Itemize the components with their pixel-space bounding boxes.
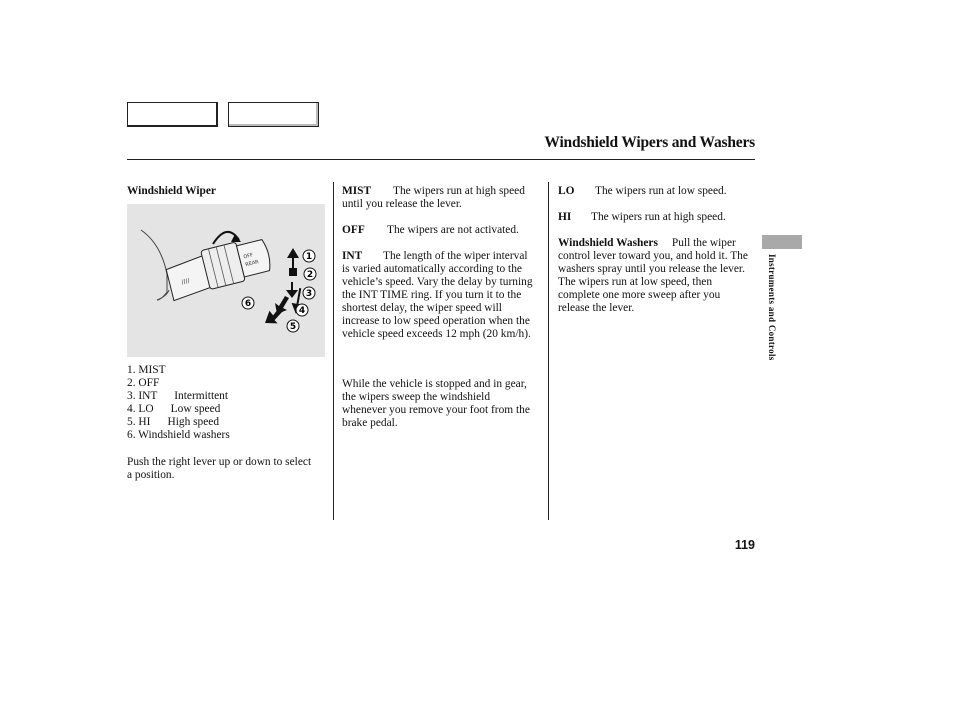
- mist-text: The wipers run at high speed until you release the lever.: [342, 185, 525, 210]
- int-text: The length of the wiper interval is varied automatically according to the vehicle’s speed. Vary the delay by turning the INT TIME ring. If you turn it to the shortest delay, the wiper speed will increase to low speed operation when the vehicle speed exceeds 12 mph (20 km/h).: [342, 250, 533, 340]
- title-rule: [127, 159, 755, 160]
- stopped-note: While the vehicle is stopped and in gear, the wipers sweep the windshield whenever you remove your foot from the brake pedal.: [342, 378, 530, 429]
- int-term: INT: [342, 250, 363, 262]
- position-item: 3. INT Intermittent: [127, 390, 229, 402]
- position-item: 6. Windshield washers: [127, 429, 230, 441]
- position-list: [127, 364, 327, 442]
- callout-label: 1: [305, 252, 313, 262]
- position-item: 4. LO Low speed: [127, 403, 221, 415]
- lo-term: LO: [558, 185, 575, 197]
- nav-button-next[interactable]: [228, 102, 319, 127]
- washers-term: Windshield Washers: [558, 237, 658, 249]
- page-number: 119: [734, 538, 755, 552]
- column-divider: [333, 182, 334, 520]
- hi-term: HI: [558, 211, 572, 223]
- off-text: The wipers are not activated.: [387, 224, 519, 236]
- callout-label: 6: [244, 299, 252, 309]
- off-term: OFF: [342, 224, 365, 236]
- off-definition: [342, 224, 547, 237]
- washers-definition: [558, 237, 748, 315]
- callout-label: 2: [306, 270, 314, 280]
- position-item: 1. MIST: [127, 364, 166, 376]
- column-divider: [548, 182, 549, 520]
- wiper-lever-illustration: [127, 204, 325, 357]
- callout-label: 3: [305, 289, 313, 299]
- callout-label: 4: [298, 306, 306, 316]
- lo-text: The wipers run at low speed.: [595, 185, 727, 197]
- svg-text:////: ////: [181, 277, 191, 287]
- washers-text-lead: Pull the wiper control lever toward you, and hold it. The washers spray until you release the lever. The wipers run at low speed, then complete one more sweep after you release the lever.: [558, 237, 748, 314]
- section-tab-label: Instruments and Controls: [767, 254, 777, 361]
- instruction-text: Push the right lever up or down to select a position.: [127, 456, 312, 481]
- position-item: 5. HI High speed: [127, 416, 220, 428]
- page-title: Windshield Wipers and Washers: [544, 134, 755, 151]
- position-item: 2. OFF: [127, 377, 160, 389]
- mist-term: MIST: [342, 185, 372, 197]
- hi-definition: [558, 211, 758, 224]
- nav-button-previous[interactable]: [127, 102, 218, 127]
- lo-definition: [558, 185, 758, 198]
- section-tab[interactable]: [762, 235, 802, 249]
- hi-text: The wipers run at high speed.: [591, 211, 726, 223]
- svg-text:OFF: OFF: [242, 252, 254, 261]
- mist-definition: [342, 185, 542, 211]
- callout-label: 5: [289, 322, 297, 332]
- int-definition: [342, 250, 534, 341]
- section-heading: Windshield Wiper: [127, 185, 216, 197]
- svg-text:REAR: REAR: [244, 259, 260, 269]
